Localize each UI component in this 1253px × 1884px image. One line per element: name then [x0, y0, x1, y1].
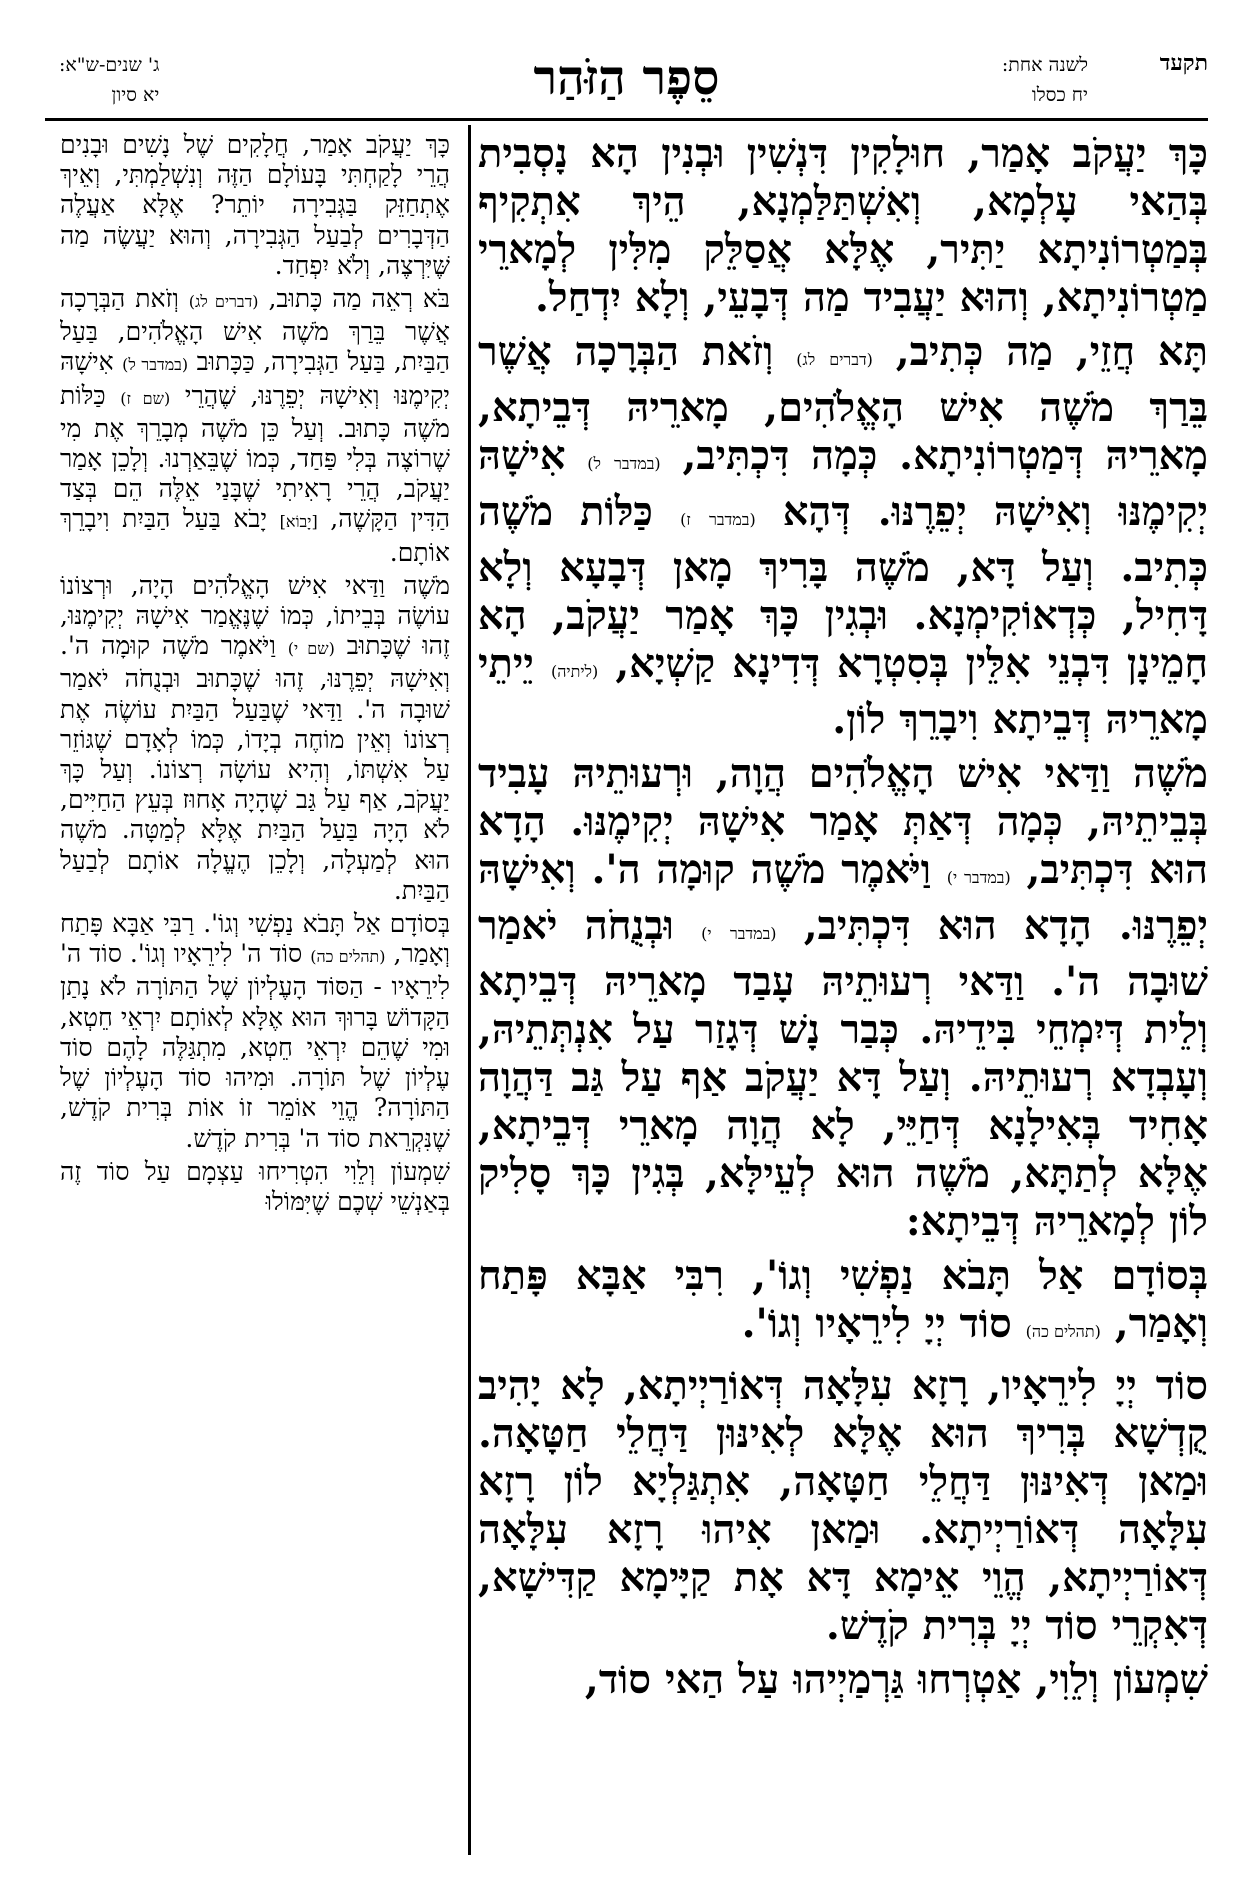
text-run: וְזֹאת הַבְּרָכָה אֲשֶׁר בֵּרַךְ מֹשֶׁה אִישׁ הָאֱלֹהִים, מָארֵיהּ דְּבֵיתָא, מָארֵיהּ דְּמַטְרוֹנִיתָא. כְּמָה דִּכְתִּיב, [478, 328, 1208, 479]
text-run: מֹשֶׁה וַדַּאי אִישׁ הָאֱלֹהִים הֲוָה, וּרְעוּתֵיהּ עָבִיד בְּבֵיתֵיהּ, כְּמָה דְּאַתְּ אָמַר אִישָׁהּ יְקִימֶנּוּ. הָדָא הוּא דִּכְתִּיב, [478, 750, 1208, 893]
text-run: אִישָׁהּ יְקִימֶנּוּ וְאִישָׁהּ יְפֵרֶנּוּ, שֶׁהֲרֵי [60, 347, 450, 410]
cycle-date: יא סיון [111, 84, 160, 106]
main-aramaic-column [478, 130, 1208, 1850]
source-reference: (תהלים כה) [310, 947, 386, 967]
side-paragraph-4 [60, 909, 450, 1154]
source-reference: (דברים לג) [796, 350, 873, 369]
side-paragraph-1: כָּךְ יַעֲקֹב אָמַר, חֲלָקִים שֶׁל נָשִׁים וּבָנִים הֲרֵי לָקַחְתִּי בָּעוֹלָם הַזֶּה וְנִשְׁלַמְתִּי, וְאֵיךְ אֶתְחַזֵּק בַּגְּבִירָה יוֹתֵר? אֶלָּא אַעֲלֶה הַדְּבָרִים לְבַעַל הַגְּבִירָה, וְהוּא יַעֲשֶׂה מַה שֶּׁיִּרְצֶה, וְלֹא יִפְחַד. [60, 130, 450, 280]
page-number: תקעד [1159, 50, 1208, 76]
text-run: יָבֹא בַּעַל הַבַּיִת וִיבָרֵךְ אוֹתָם. [60, 504, 450, 567]
source-reference: (שם ז) [120, 388, 171, 408]
three-year-schedule [59, 50, 159, 110]
text-run: יֵיתֵי מָארֵיהּ דְּבֵיתָא וִיבָרֵךְ לוֹן. [478, 640, 1208, 743]
source-reference: (במדבר ל) [122, 355, 189, 375]
text-run: בְּסוֹדָם אַל תָּבֹא נַפְשִׁי וְגוֹ'. רַבִּי אַבָּא פָּתַח וְאָמַר, [60, 909, 450, 969]
cycle-label: ג' שנים-ש"א: [59, 54, 160, 76]
text-run: בֹּא רְאֵה מַה כָּתוּב, [268, 284, 450, 314]
main-paragraph-5: סוֹד יְיָ לִירֵאָיו, רָזָא עִלָּאָה דְּאוֹרַיְיתָא, לָא יָהִיב קֻדְשָׁא בְּרִיךְ הוּא אֶלָּא לְאִינּוּן דַּחֲלֵי חַטָּאָה. וּמַאן דְּאִינּוּן דַּחֲלֵי חַטָּאָה, אִתְגַּלְיָא לוֹן רָזָא עִלָּאָה דְּאוֹרַיְיתָא. וּמַאן אִיהוּ רָזָא עִלָּאָה דְּאוֹרַיְיתָא, הֱוֵי אֵימָא דָּא אָת קַיָּימָא קַדִּישָׁא, דְּאִקְרֵי סוֹד יְיָ בְּרִית קֹדֶשׁ. [478, 1362, 1208, 1649]
text-run: תָּא חֲזֵי, מַה כְּתִיב, [895, 328, 1208, 375]
source-reference: (במדבר ל) [587, 454, 661, 473]
schedule-label: לשנה אחת: [1001, 54, 1088, 76]
source-reference: (תהלים כה) [1025, 1322, 1101, 1341]
text-run: אִישָׁהּ יְקִימֶנּוּ וְאִישָׁהּ יְפֵרֶנּוּ. דְּהָא [478, 432, 1208, 535]
column-divider [468, 125, 471, 1855]
book-title: סֵפֶר הַזֹּהַר [533, 50, 720, 106]
text-run: סוֹד יְיָ לִירֵאָיו וְגוֹ'. [741, 1300, 1012, 1347]
main-paragraph-6: שִׁמְעוֹן וְלֵוִי, אַטְרְחוּ גַּרְמַיְיהוּ עַל הַאי סוֹד, [584, 1656, 1208, 1703]
main-paragraph-3 [478, 750, 1208, 1246]
text-run: מֹשֶׁה וַדַּאי אִישׁ הָאֱלֹהִים הָיָה, וּרְצוֹנוֹ עוֹשֶׂה בְּבֵיתוֹ, כְּמוֹ שֶׁנֶּאֱמַר אִישָׁהּ יְקִימֶנּוּ, זֶהוּ שֶׁכָּתוּב [60, 570, 450, 661]
page-header [45, 50, 1208, 125]
text-run: סוֹד ה' לִירֵאָיו וְגוֹ'. סוֹד ה' לִירֵאָיו - הַסּוֹד הָעֶלְיוֹן שֶׁל הַתּוֹרָה לֹא נָתַן הַקָּדוֹשׁ בָּרוּךְ הוּא אֶלָּא לְאוֹתָם יִרְאֵי חֵטְא, וּמִי שֶׁהֵם יִרְאֵי חֵטְא, מִתְגַּלֶּה לָהֶם סוֹד עֶלְיוֹן שֶׁל תּוֹרָה. וּמִיהוּ סוֹד הָעֶלְיוֹן שֶׁל הַתּוֹרָה? הֱוֵי אוֹמֵר זוֹ אוֹת בְּרִית קֹדֶשׁ, שֶׁנִּקְרֵאת סוֹד ה' בְּרִית קֹדֶשׁ. [60, 939, 450, 1153]
header-rule [45, 118, 1208, 121]
text-run: וְזֹאת הַבְּרָכָה אֲשֶׁר בֵּרַךְ מֹשֶׁה אִישׁ הָאֱלֹהִים, בַּעַל הַבַּיִת, בַּעַל הַגְּבִירָה, כַּכָּתוּב [60, 284, 450, 377]
main-paragraph-4 [478, 1252, 1208, 1356]
text-run: כַּלּוֹת מֹשֶׁה כָּתוּב. וְעַל כֵּן מֹשֶׁה מְבָרֵךְ אֶת מִי שֶׁרוֹצֶה בְּלִי פַּחַד, כְּמוֹ שֶׁבֵּאַרְנוּ. וְלָכֵן אָמַר יַעֲקֹב, הֲרֵי רָאִיתִי שֶׁבָּנַי אֵלֶּה הֵם בְּצַד הַדִּין הַקָּשֶׁה, [60, 380, 450, 534]
source-reference: (במדבר י) [946, 868, 1011, 887]
text-run: וַיֹּאמֶר מֹשֶׁה קוּמָה ה'. וְאִישָׁהּ יְפֵרֶנּוּ, זֶהוּ שֶׁכָּתוּב וּבְנֻחֹה יֹאמַר שׁוּבָה ה'. וַדַּאי שֶׁבַּעַל הַבַּיִת עוֹשֶׂה אֶת רְצוֹנוֹ וְאֵין מוֹחֶה בְיָדוֹ, כְּמוֹ לְאָדָם שֶׁגּוֹזֵר עַל אִשְׁתּוֹ, וְהִיא עוֹשָׂה רְצוֹנוֹ. וְעַל כָּךְ יַעֲקֹב, אַף עַל גַּב שֶׁהָיָה אָחוּז בְּעֵץ הַחַיִּים, לֹא הָיָה בַּעַל הַבַּיִת אֶלָּא לְמַטָּה. מֹשֶׁה הוּא לְמַעְלָה, וְלָכֵן הֶעֱלָה אוֹתָם לְבַעַל הַבַּיִת. [60, 631, 450, 905]
source-reference: (שם י) [287, 639, 335, 659]
side-paragraph-5: שִׁמְעוֹן וְלֵוִי הִטְרִיחוּ עַצְמָם עַל סוֹד זֶה בְּאַנְשֵׁי שְׁכֶם שֶׁיִּמּוֹלוּ [60, 1156, 450, 1216]
main-paragraph-2 [478, 328, 1208, 744]
source-reference: (במדבר י) [701, 924, 777, 943]
schedule-date: יח כסלו [1031, 84, 1088, 106]
side-paragraph-2 [60, 284, 450, 568]
text-run: וּבְנֻחֹה יֹאמַר שׁוּבָה ה'. וַדַּאי רְעוּתֵיהּ עָבַד מָארֵיהּ דְּבֵיתָא וְלֵית דְּיִמְחֵי בִּידֵיהּ. כְּבַר נָשׁ דְּגָזַר עַל אִנְתְּתֵיהּ, וְעָבְדָא רְעוּתֵיהּ. וְעַל דָּא יַעֲקֹב אַף עַל גַּב דַּהֲוָה אָחִיד בְּאִילָנָא דְּחַיֵּי, לָא הֲוָה מָארֵי דְּבֵיתָא, אֶלָּא לְתַתָּא, מֹשֶׁה הוּא לְעֵילָּא, בְּגִין כָּךְ סָלִיק לוֹן לְמָארֵיהּ דְּבֵיתָא: [478, 902, 1208, 1245]
source-reference: (במדבר ז) [680, 510, 756, 529]
text-run: כַּלּוֹת מֹשֶׁה כְּתִיב. וְעַל דָּא, מֹשֶׁה בָּרִיךְ מָאן דְּבָעָא וְלָא דָּחִיל, כְּדְאוֹקִימְנָא. וּבְגִין כָּךְ אָמַר יַעֲקֹב, הָא חָמֵינָן דִּבְנֵי אִלֵּין בְּסִטְרָא דְּדִינָא קַשְׁיָא, [478, 488, 1208, 687]
text-run: וַיֹּאמֶר מֹשֶׁה קוּמָה ה'. וְאִישָׁהּ יְפֵרֶנּוּ. הָדָא הוּא דִּכְתִּיב, [478, 846, 1208, 949]
source-reference: (דברים לג) [188, 292, 259, 312]
source-reference: (ליתיה) [550, 662, 599, 681]
hebrew-translation-column [60, 130, 450, 1850]
side-paragraph-3 [60, 571, 450, 906]
main-paragraph-1: כָּךְ יַעֲקֹב אָמַר, חוּלָקִין דִּנְשִׁין וּבְנִין הָא נָסְבִית בְּהַאי עָלְמָא, וְאִשְׁתַּלַּמְנָא, הֵיךְ אִתְקִיף בְּמַטְרוֹנִיתָא יַתִּיר, אֶלָּא אֲסַלֵּק מִלִּין לְמָארֵי מַטְרוֹנִיתָא, וְהוּא יַעֲבִיד מַה דְּבָעֵי, וְלָא יִדְחַל. [478, 130, 1208, 321]
source-reference: [יָבוֹא] [279, 512, 318, 532]
one-year-schedule [1002, 50, 1088, 110]
text-run: בְּסוֹדָם אַל תָּבֹא נַפְשִׁי וְגוֹ', רִבִּי אַבָּא פָּתַח וְאָמַר, [478, 1252, 1208, 1347]
